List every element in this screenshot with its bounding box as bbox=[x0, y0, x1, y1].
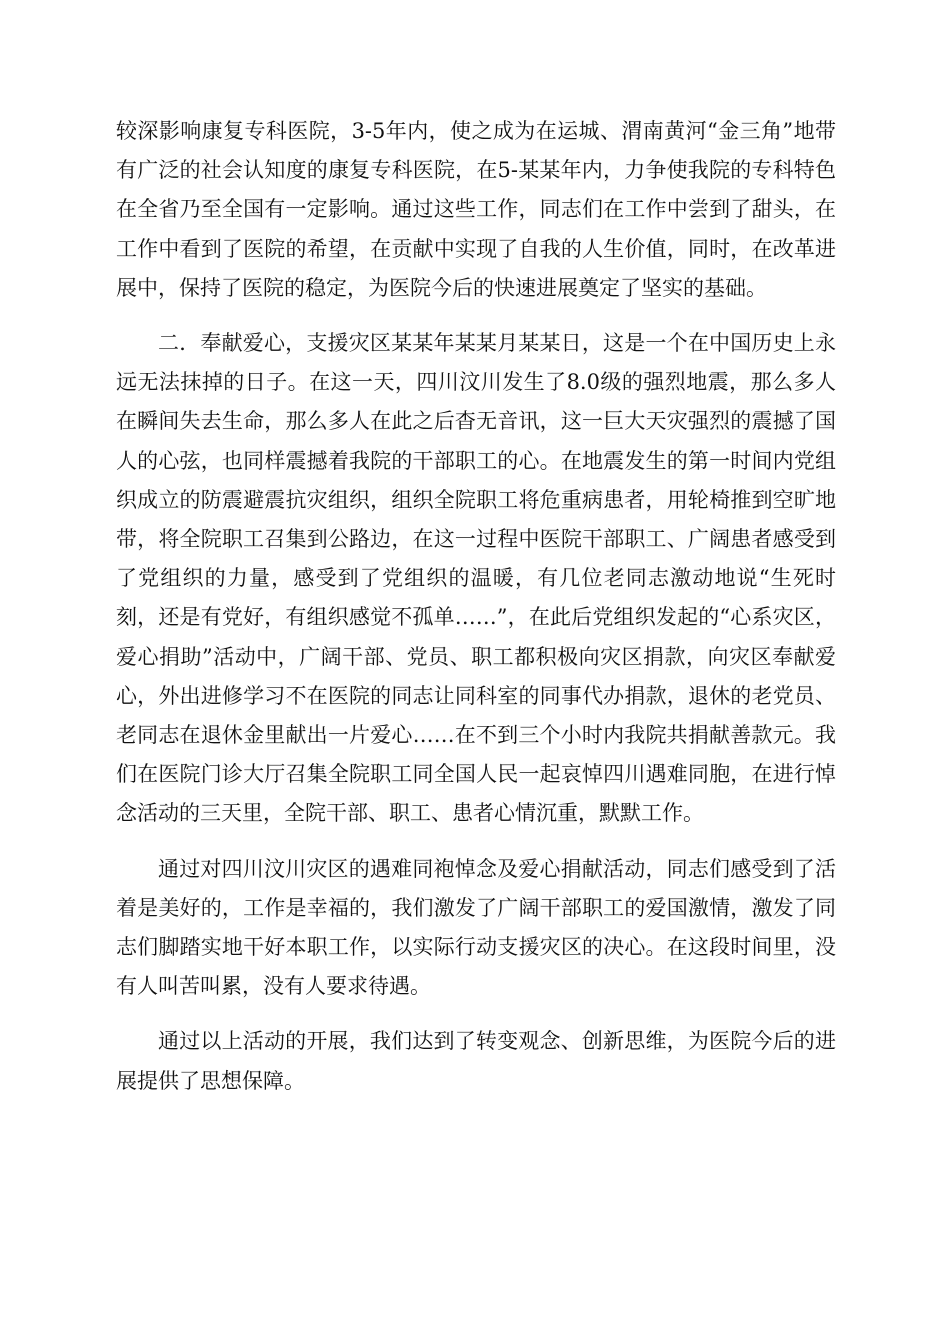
paragraph-continuation: 较深影响康复专科医院，3-5年内，使之成为在运城、渭南黄河“金三角”地带有广泛的社会认知度的康复专科医院，在5-某某年内，力争使我院的专科特色在全省乃至全国有一定影响。通过这些工作，同志们在工作中尝到了甜头，在工作中看到了医院的希望，在贡献中实现了自我的人生价值，同时，在改革进展中，保持了医院的稳定，为医院今后的快速进展奠定了坚实的基础。 bbox=[116, 119, 836, 300]
paragraph-disaster-relief: 二．奉献爱心，支援灾区某某年某某月某某日，这是一个在中国历史上永远无法抹掉的日子。在这一天，四川汶川发生了8.0级的强烈地震，那么多人在瞬间失去生命，那么多人在此之后杳无音讯，这一巨大天灾强烈的震撼了国人的心弦，也同样震撼着我院的干部职工的心。在地震发生的第一时间内党组织成立的防震避震抗灾组织，组织全院职工将危重病患者，用轮椅推到空旷地带，将全院职工召集到公路边，在这一过程中医院干部职工、广阔患者感受到了党组织的力量，感受到了党组织的温暖，有几位老同志激动地说“生死时刻，还是有党好，有组织感觉不孤单……”，在此后党组织发起的“心系灾区，爱心捐助”活动中，广阔干部、党员、职工都积极向灾区捐款，向灾区奉献爱心，外出进修学习不在医院的同志让同科室的同事代办捐款，退休的老党员、老同志在退休金里献出一片爱心……在不到三个小时内我院共捐献善款元。我们在医院门诊大厅召集全院职工同全国人民一起哀悼四川遇难同胞，在进行悼念活动的三天里，全院干部、职工、患者心情沉重，默默工作。 bbox=[116, 331, 836, 826]
paragraph-conclusion: 通过以上活动的开展，我们达到了转变观念、创新思维，为医院今后的进展提供了思想保障。 bbox=[116, 1029, 836, 1093]
paragraph-mourning-activity: 通过对四川汶川灾区的遇难同袍悼念及爱心捐献活动，同志们感受到了活着是美好的，工作是幸福的，我们激发了广阔干部职工的爱国激情，激发了同志们脚踏实地干好本职工作，以实际行动支援灾区的决心。在这段时间里，没有人叫苦叫累，没有人要求待遇。 bbox=[116, 856, 836, 999]
document-body bbox=[116, 112, 836, 1101]
